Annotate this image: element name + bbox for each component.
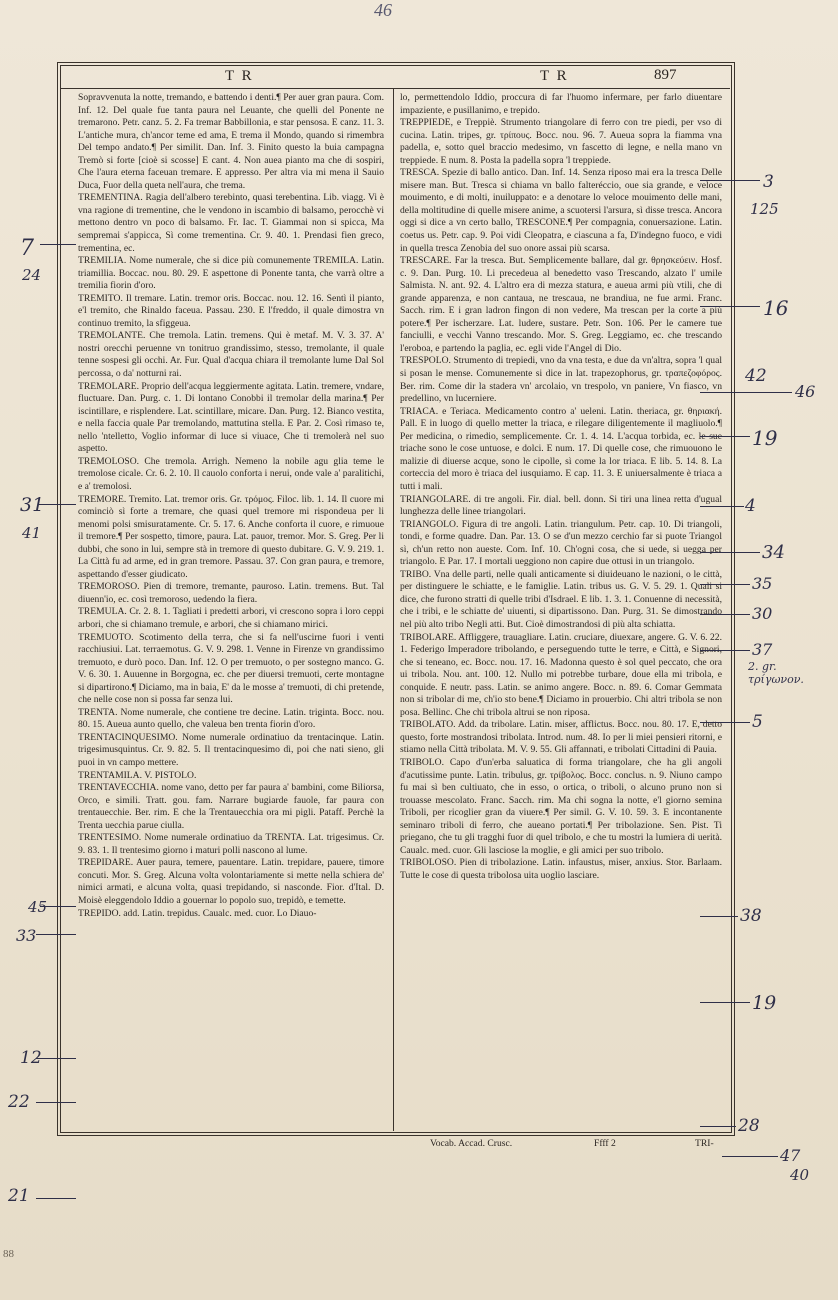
pointer-line bbox=[700, 436, 750, 437]
entry-treppiede: TREPPIEDE, e Treppiè. Strumento triangolare di ferro con tre piedi, per vso di cucina. Latin. tripes, gr. τρίπους. Bocc. nou. 96. 7. Aueua sopra la fiamma vna padella, e, sotto quel braccio medesimo, vn fascetto di legne, e nella mano vn treppiede. E num. 8. Posta la padella sopra 'l treppiede. bbox=[400, 117, 722, 166]
margin-note-right: 19 bbox=[752, 426, 778, 450]
margin-note-right: 28 bbox=[738, 1116, 760, 1136]
pointer-line bbox=[722, 1156, 778, 1157]
page-number: 897 bbox=[654, 67, 677, 83]
pointer-line bbox=[38, 504, 76, 505]
entry-tresca: TRESCA. Spezie di ballo antico. Dan. Inf. 14. Senza riposo mai era la tresca Delle misere man. But. Tresca si chiama vn ballo falteréccio, oue sia grande, e veloce mouimento, e di molti, inuiluppato: e a denotare lo veloce mouimento delle mani, della moltitudine di quelle misere anime, a scuotersi l'arsura, sì disse tresca. Ancora oggi si dice a vn certo ballo, TRESCONE.¶ Per compagnia, conuersazione. Latin. coetus us. Petr. cap. 9. Poi vidi Cleopatra, e ciascuna a fa, D'indegno fuoco, e vidi in quella tresca Zenobia del suo onore assai più scarsa. bbox=[400, 167, 722, 254]
pointer-line bbox=[700, 650, 750, 651]
pointer-line bbox=[36, 1198, 76, 1199]
margin-note-right: 34 bbox=[762, 542, 785, 563]
margin-note-right: 2. gr. τρίγωνον. bbox=[748, 660, 804, 686]
margin-note-left: 12 bbox=[20, 1048, 42, 1068]
entry-tremilia: TREMILIA. Nome numerale, che si dice più comunemente TREMILA. Latin. triamillia. Boccac. nou. 80. 29. E aspettone di Ponente tanta, che varrà oltre a tremilia fiorin d'oro. bbox=[78, 255, 384, 292]
entry-triangolo: TRIANGOLO. Figura di tre angoli. Latin. triangulum. Petr. cap. 10. Di triangoli, tondi, e forme quadre. Dan. Par. 13. O se d'un mezzo cerchio far si puote Triangol sì, ch'un retto non aueste. Com. Inf. 10. Ch'ogni cosa, che si uede, si uegga per triangolo. E Par. 17. I mortali ueggiono non capire due ottusi in un triangolo. bbox=[400, 518, 722, 568]
header-rule bbox=[60, 88, 730, 89]
entry-tribolare: TRIBOLARE. Affliggere, trauagliare. Latin. cruciare, diuexare, angere. G. V. 6. 22. 1. Federigo Imperadore tribolando, e perseguendo tutte le terre, e Città, e Signori, che si teneano, ec. Bocc. nou. 17. 16. Madonna questo è sol quel peccato, che ora ui tribola. Nou. ant. 100. 12. Nullo mi potrebbe turbare, doue ella mi tribola, e conquide. E neutr. pass. Latin. se animo angere. Bocc. n. 89. 6. Comar Gemmata non si tribolar di me, ch'io sto bene.¶ Diciamo in prouerbio. Chi altri tribola se non posa. Bellinc. Che chi tribola altrui se non riposa. bbox=[400, 631, 722, 718]
entry-triaca: TRIACA. e Teriaca. Medicamento contro a' ueleni. Latin. theriaca, gr. θηριακή. Pall. E in luogo di quello metter la triaca, e rilegare diligentemente il magliuolo.¶ Per medicina, o rimedio, semplicemente. Cr. 1. 4. 14. L'acqua torbida, ec. le sue triache sono le cose untuose, e dolci. E num. 17. Di quelle cose, che rimuouono le malizie di diuerse acque, sono le cipolle, sì come la lor triaca. E lib. 5. 14. 8. La corteccia del moro è triaca del iusquiamo. E cap. 11. 3. E uniuersalmente è triaca a tutti i mali. bbox=[400, 405, 722, 492]
entry-tribolo: TRIBOLO. Capo d'un'erba saluatica di forma triangolare, che ha gli angoli d'acutissime punte. Latin. tribulus, gr. τρίβολος. Bocc. conclus. n. 9. Niuno campo fu mai sì ben cultiuato, che in esso, o ortica, o triboli, o alcuno pruno non si trouasse mescolato. Franc. Sacch. rim. Ma chi sogna la notte, e'l giorno semina Triboli, per ricoglier gran da viuere.¶ Per simil. G. V. 10. 59. 3. E incontanente seminaro triboli di ferro, che aueano portati.¶ Per tribolazione. Sen. Pist. Ti priegano, che tu gli tragghi fuor di quel tribolo, e che tu mostri la lumiera di uerità. Caualc. med. cuor. Gli lasciose la moglie, e gli amici per suo tribolo. bbox=[400, 756, 722, 856]
entry-triboloso: TRIBOLOSO. Pien di tribolazione. Latin. infaustus, miser, anxius. Stor. Barlaam. Tutte le cose di questa tribolosa uita uoglio lasciare. bbox=[400, 857, 722, 881]
running-head-right: T R bbox=[540, 68, 569, 84]
entry-trescare: TRESCARE. Far la tresca. But. Semplicemente ballare, dal gr. θρησκεύειν. Hosf. c. 9. Dan. Purg. 10. Li precedeua al benedetto vaso Trescando, alzato l' umile Salmista. N. ant. 92. 4. L'altro era di mezza statura, e aueua armi più vtili, che di grande apparenza, e non cantaua, ne trescaua, ne brandiua, ne fue armi. Franc. Sacch. rim. E i gran ladron fingon di non vedere, Ma trescan per la corte a più potere.¶ Per ischerzare. Lat. ludere, sustare. Petr. Son. 106. Per le camere tue fanciulli, e vecchi Vanno trescando. Mor. S. Greg. Leggiamo, ec. che trescando l'eroboa, e partendo la paglia, ec. egli vide l'Angel di Dio. bbox=[400, 255, 722, 354]
entry-tremoloso: TREMOLOSO. Che tremola. Arrigh. Nemeno la nobile agu glia teme le tremolose cicale. Cr. 6. 2. 10. Il cauolo conforta i nerui, onde vale a' paralitichi, e a' tremolosi. bbox=[78, 455, 384, 492]
entry-tremoroso: TREMOROSO. Pien di tremore, tremante, pauroso. Latin. tremens. But. Tal diuenn'io, ec. così tremoroso, uedendo la fiera. bbox=[78, 581, 384, 605]
margin-note-right: 5 bbox=[752, 712, 763, 732]
entry-trepido: TREPIDO. add. Latin. trepidus. Caualc. med. cuor. Lo Diauo- bbox=[78, 907, 317, 919]
pointer-line bbox=[700, 1126, 736, 1127]
entry-text: Sopravvenuta la notte, tremando, e battendo i denti.¶ Per auer gran paura. Com. Inf. 12. Del quale fue tanta paura nel Leuante, che quelli del Ponente ne tremarono. Petr. canz. 5. 2. Fa tremar Babbillonia, e star pensosa. E canz. 11. 3. L'antiche mura, ch'ancor teme ed ama, E trema il Mondo, quando si rimembra Del tempo andato.¶ Per similit. Dan. Inf. 3. Finito questo la buia campagna Tremò si forte [cioè si scosse] E cant. 4. Non auea pianto ma che di sospiri, Che l'aura eterna faceuan tremare. E appresso. Per altra via mi mena il Sauio Duca, Fuor della queta nell'aura, che trema. bbox=[78, 92, 384, 191]
margin-note-right: 125 bbox=[750, 200, 779, 218]
entry-tremore: TREMORE. Tremito. Lat. tremor oris. Gr. τρόμος. Filoc. lib. 1. 14. Il cuore mi cominciò sì forte a tremare, che quasi quel tremore mi rispondeua per li menomi polsi smisuratamente. Cr. 5. 17. 6. Anche conforta il cuore, e rimuoue il tremore.¶ Per sospetto, timore, paura. Lat. pauor, tremor. Mor. S. Greg. Per li dubbi, che sono in lui, sempre stà in tremore di questo dubitare. G. V. 9. 219. 1. La Città fu ad arme, ed in gran tremore. Passau. 37. Con gran paura, e tremore, aspettando d'esser giudicato. bbox=[78, 493, 384, 580]
pointer-line bbox=[700, 916, 738, 917]
entry-tremolare: TREMOLARE. Proprio dell'acqua leggiermente agitata. Latin. tremere, vndare, fluctuare. Dan. Purg. c. 1. Di lontano Conobbi il tremolar della marina.¶ Per iscintillare, e risplendere. Lat. scintillare, micare. Dan. Purg. 12. Bianco vestita, e nella faccia quale Par tremolando, mattutina stella. E Par. 2. Così rimaso te, nello 'ntelletto, Voglio informar di luce si viuace, Che ti tremolerà nel suo aspetto. bbox=[78, 380, 384, 455]
margin-note-right: 38 bbox=[740, 906, 762, 926]
left-column bbox=[78, 92, 384, 1132]
margin-note-right: 30 bbox=[752, 604, 773, 623]
pointer-line bbox=[36, 934, 76, 935]
pointer-line bbox=[36, 1058, 76, 1059]
margin-note-right: 19 bbox=[752, 992, 777, 1014]
margin-note-left: 7 bbox=[20, 236, 34, 261]
top-handwritten-number: 46 bbox=[374, 0, 392, 20]
entry-trepidare: TREPIDARE. Auer paura, temere, pauentare. Latin. trepidare, pauere, timore concuti. Mor. S. Greg. Alcuna volta volontariamente si mette nella schiera de' nimici armati, e alcuna volta, quasi trepidando, si nasconde. Fior. d'Ital. D. Moisè eleggendolo Iddio a gouernar lo popolo suo, trepidò, e temette. bbox=[78, 857, 384, 906]
margin-note-right: 4 bbox=[745, 496, 756, 516]
margin-note-left: 24 bbox=[22, 266, 42, 284]
entry-text: lo, permettendolo Iddio, proccura di far l'huomo infermare, per farlo diuentare impaziente, e pusillanimo, e trepido. bbox=[400, 92, 722, 116]
entry-tribo: TRIBO. Vna delle parti, nelle quali anticamente si diuideuano le nazioni, o le città, per distinguere le schiatte, e le famiglie. Latin. tribus us. G. V. 5. 29. 1. Quali si dice, che furono stratti di quelle tribi d'Isdrael. E lib. 1. 3. 1. Conuenne di necessità, che i tribi, e le schiatte de' uiuenti, si dipartissono. Dan. Purg. 31. Se dimostrando nel più alto tribo Negli atti. But. Cioè dimostrandosi di più alta schiatta. bbox=[400, 568, 722, 630]
entry-tremula: TREMULA. Cr. 2. 8. 1. Tagliati i predetti arbori, vi crescono sopra i loro ceppi arbori, che si chiamano tremule, e arbori, che si chiamano mirici. bbox=[78, 606, 384, 630]
entry-trespolo: TRESPOLO. Strumento di trepiedi, vno da vna testa, e due da vn'altra, sopra 'l qual si posan le mense. Comunemente si dice in lat. trapezophorus, gr. τραπεζοφόρος. Ber. rim. Come dir la stadera vn' arcolaio, vn trespolo, vn paniere, Vn fiasco, vn predellino, vn lucerniere. bbox=[400, 355, 722, 405]
margin-note-right: 3 bbox=[763, 172, 774, 192]
margin-note-left: 33 bbox=[16, 926, 37, 945]
margin-note-left: 45 bbox=[28, 898, 48, 916]
right-column bbox=[400, 92, 722, 1132]
margin-note-right: 47 bbox=[780, 1146, 801, 1165]
catchword: TRI- bbox=[695, 1138, 714, 1149]
signature-mark: Ffff 2 bbox=[594, 1138, 616, 1149]
running-head-left: T R bbox=[225, 68, 254, 84]
entry-trementina: TREMENTINA. Ragia dell'albero terebinto, quasi terebentina. Lib. viagg. Vi è vna ragione di trementine, che le vendono in iscambio di balsamo, perocchè vi mettono dentro vn poco di balsamo. Fr. Iac. T. Giammai non si spicca, Ma sempremai s'appicca, Sì come trementina. Cr. 9. 40. 1. Prendasi fien greco, trementina, ec. bbox=[78, 192, 384, 254]
pointer-line bbox=[40, 906, 76, 907]
entry-trentacinquesimo: TRENTACINQUESIMO. Nome numerale ordinatiuo da trentacinque. Latin. trigesimusquintus. Cr. 9. 82. 5. Il trentacinquesimo dì, poi che nati sieno, gli puoi in vn campo mettere. bbox=[78, 731, 384, 768]
margin-note-right: 16 bbox=[763, 296, 789, 320]
pointer-line bbox=[700, 584, 750, 585]
entry-triangolare: TRIANGOLARE. di tre angoli. Fir. dial. bell. donn. Si tiri una linea retta d'ugual lunghezza delle linee triangolari. bbox=[400, 493, 722, 518]
corner-note: 88 bbox=[3, 1248, 14, 1260]
margin-note-right: 46 bbox=[795, 382, 816, 401]
margin-note-left: 31 bbox=[20, 494, 45, 516]
margin-note-left: 22 bbox=[8, 1092, 30, 1112]
margin-note-left: 41 bbox=[22, 524, 42, 542]
margin-note-right: 35 bbox=[752, 574, 773, 593]
pointer-line bbox=[40, 244, 76, 245]
entry-tribolato: TRIBOLATO. Add. da tribolare. Latin. miser, afflictus. Bocc. nou. 80. 17. E, detto questo, forte mostrandosi tribolata. Introd. num. 48. Io per li miei pensieri ritorni, e stiamo nella Città tribolata. M. V. 9. 55. Gli affannati, e tribolati Cittadini di Pauia. bbox=[400, 719, 722, 756]
entry-trentesimo: TRENTESIMO. Nome numerale ordinatiuo da TRENTA. Lat. trigesimus. Cr. 9. 83. 1. Il trentesimo giorno i maturi polli nascono al lume. bbox=[78, 832, 384, 856]
entry-trenta: TRENTA. Nome numerale, che contiene tre decine. Latin. triginta. Bocc. nou. 80. 15. Aueua aunto quello, che valeua ben trenta fiorin d'oro. bbox=[78, 706, 384, 731]
pointer-line bbox=[700, 552, 760, 553]
pointer-line bbox=[700, 306, 760, 307]
margin-note-right: 42 bbox=[745, 366, 767, 386]
margin-note-right: 40 bbox=[790, 1166, 810, 1184]
entry-trentavecchia: TRENTAVECCHIA. nome vano, detto per far paura a' bambini, come Biliorsa, Orco, e simili. Tratt. gou. fam. Narrare bugiarde fauole, far paura con trentauecchie. Ber. rim. E che la Trentauecchia ora mi pigli. Pataff. Perchè la Trenta uecchia parue ciulla. bbox=[78, 782, 384, 831]
pointer-line bbox=[700, 506, 744, 507]
pointer-line bbox=[700, 392, 792, 393]
column-divider bbox=[393, 88, 394, 1131]
pointer-line bbox=[700, 1002, 750, 1003]
pointer-line bbox=[36, 1102, 76, 1103]
entry-tremuoto: TREMUOTO. Scotimento della terra, che si fa nell'uscirne fuori i venti racchiusiui. Lat. terraemotus. G. V. 9. 298. 1. Venne in Firenze vn grandissimo tremuoto, e durò poco. Dan. Inf. 12. O per tremuoto, o per sostegno manco. G. V. 6. 30. 1. Auuenne in Borgogna, ec. che per diuersi tremuoti, certe montagne si dipartirono.¶ Diciamo, ma in baia, E' da le mosse a' tremuoti, di chi pretende, che nelle cose non si possa far senza lui. bbox=[78, 631, 384, 706]
entry-tremito: TREMITO. Il tremare. Latin. tremor oris. Boccac. nou. 12. 16. Sentì il pianto, e'l tremito, che Rinaldo faceua. Passau. 230. E l'freddo, il quale dimostra vn continuo tremito, la sfiggeua. bbox=[78, 292, 384, 329]
entry-tremolante: TREMOLANTE. Che tremola. Latin. tremens. Qui è metaf. M. V. 3. 37. A' nostri orecchi peruenne vn tonitruo grandissimo, stesso, tremolante, il quale tenne sospesi gli occhi. Ar. Fur. Qual d'acqua chiara il tremolante lume Dal Sol percossa, o da' notturni rai. bbox=[78, 330, 384, 380]
signature-note: Vocab. Accad. Crusc. bbox=[430, 1138, 513, 1149]
pointer-line bbox=[700, 614, 750, 615]
margin-note-right: 37 bbox=[752, 640, 773, 659]
pointer-line bbox=[700, 180, 760, 181]
entry-trentamila: TRENTAMILA. V. PISTOLO. bbox=[78, 769, 197, 781]
margin-note-left: 21 bbox=[8, 1186, 30, 1206]
pointer-line bbox=[700, 722, 750, 723]
